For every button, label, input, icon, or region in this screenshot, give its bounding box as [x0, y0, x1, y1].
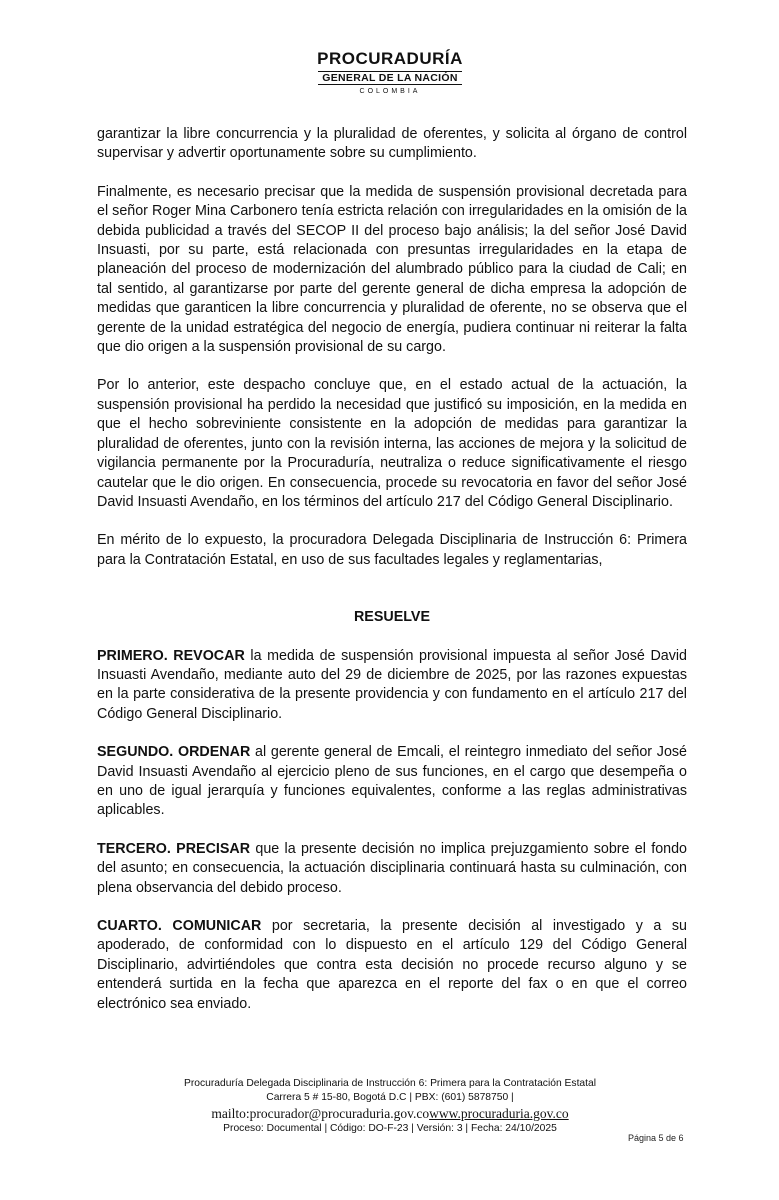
logo-sub-text: GENERAL DE LA NACIÓN — [318, 71, 462, 85]
procuraduria-logo — [300, 50, 480, 97]
footer-office: Procuraduría Delegada Disciplinaria de Instrucción 6: Primera para la Contratación Estatal — [183, 1078, 597, 1089]
footer-mail-link[interactable]: mailto:procurador@procuraduria.gov.co — [211, 1106, 430, 1121]
footer-links — [130, 1105, 650, 1122]
footer-address: Carrera 5 # 15-80, Bogotá D.C | PBX: (601) 5878750 | — [266, 1092, 514, 1103]
footer-web-link[interactable]: www.procuraduria.gov.co — [429, 1106, 569, 1121]
footer-process: Proceso: Documental | Código: DO-F-23 | Versión: 3 | Fecha: 24/10/2025 — [223, 1123, 557, 1134]
resolution-segundo — [97, 743, 687, 821]
paragraph-continuation: garantizar la libre concurrencia y la pluralidad de oferentes, y solicita al órgano de control supervisar y advertir oportunamente sobre su cumplimiento. — [97, 126, 687, 162]
resolution-text: por secretaria, la presente decisión al investigado y a su apoderado, de conformidad con lo dispuesto en el artículo 129 del Código General Disciplinario, advirtiéndoles que contra esta decisión no procede recurso alguno y se entenderá surtida en la fecha que aparezca en el reporte del fax o en que el correo electrónico sea enviado. — [97, 918, 687, 1012]
resolution-text: la medida de suspensión provisional impuesta al señor José David Insuasti Avendaño, mediante auto del 29 de diciembre de 2025, por las razones expuestas en la parte considerativa de la presente providencia y con fundamento en el artículo 217 del Código General Disciplinario. — [97, 647, 688, 722]
resolution-lead: CUARTO. COMUNICAR — [97, 918, 262, 934]
logo-main-text: PROCURADURÍA — [317, 49, 463, 68]
paragraph-finalmente: Finalmente, es necesario precisar que la medida de suspensión provisional decretada para el señor Roger Mina Carbonero tenía estricta relación con irregularidades en la omisión de la debida publicidad a través del SECOP II del proceso bajo análisis; la del señor José David Insuasti, por su parte, está relacionada con presuntas irregularidades en la etapa de planeación del proceso de modernización del alumbrado público para la ciudad de Cali; en tal sentido, al garantizarse por parte del gerente general de dicha empresa la adopción de medidas que garanticen la libre concurrencia y pluralidad de oferente, no se observa que el gerente de la unidad estratégica del negocio de energía, pudiera continuar ni reiterar la falta que dio origen a la suspensión provisional de su cargo. — [97, 183, 687, 356]
resolution-tercero — [97, 840, 687, 898]
resuelve-heading: RESUELVE — [353, 609, 430, 626]
resolution-lead: TERCERO. PRECISAR — [97, 840, 251, 857]
resolution-primero — [97, 647, 687, 725]
resolution-lead: SEGUNDO. ORDENAR — [97, 744, 251, 761]
resolution-lead: PRIMERO. REVOCAR — [97, 647, 245, 664]
resolution-text: al gerente general de Emcali, el reintegro inmediato del señor José David Insuasti Avendaño al ejercicio pleno de sus funciones, en el cargo que desempeña o en uno de igual jerarquía y funciones equivalentes, conforme a las reglas administrativas aplicables. — [97, 744, 687, 819]
paragraph-conclusion: Por lo anterior, este despacho concluye que, en el estado actual de la actuación, la suspensión provisional ha perdido la necesidad que justificó su imposición, en la medida en que el hecho sobreviniente consistente en la adopción de medidas para garantizar la pluralidad de oferentes, junto con la revisión interna, las acciones de mejora y la solicitud de vigilancia permanente por la Procuraduría, neutraliza o reduce significativamente el riesgo cautelar que le dio origen. En consecuencia, procede su revocatoria en favor del señor José David Insuasti Avendaño, en los términos del artículo 217 del Código General Disciplinario. — [97, 377, 687, 510]
paragraph-merito: En mérito de lo expuesto, la procuradora Delegada Disciplinaria de Instrucción 6: Primera para la Contratación Estatal, en uso de sus facultades legales y reglamentarias, — [97, 532, 687, 568]
logo-country-text: COLOMBIA — [359, 88, 421, 95]
page-footer — [130, 1077, 650, 1136]
page-number: Página 5 de 6 — [628, 1133, 684, 1143]
resolution-cuarto — [97, 917, 687, 1014]
resolution-text: que la presente decisión no implica prejuzgamiento sobre el fondo del asunto; en consecuencia, la actuación disciplinaria continuará hasta su culminación, con plena observancia del debido proceso. — [97, 840, 687, 896]
document-body — [97, 125, 687, 1033]
